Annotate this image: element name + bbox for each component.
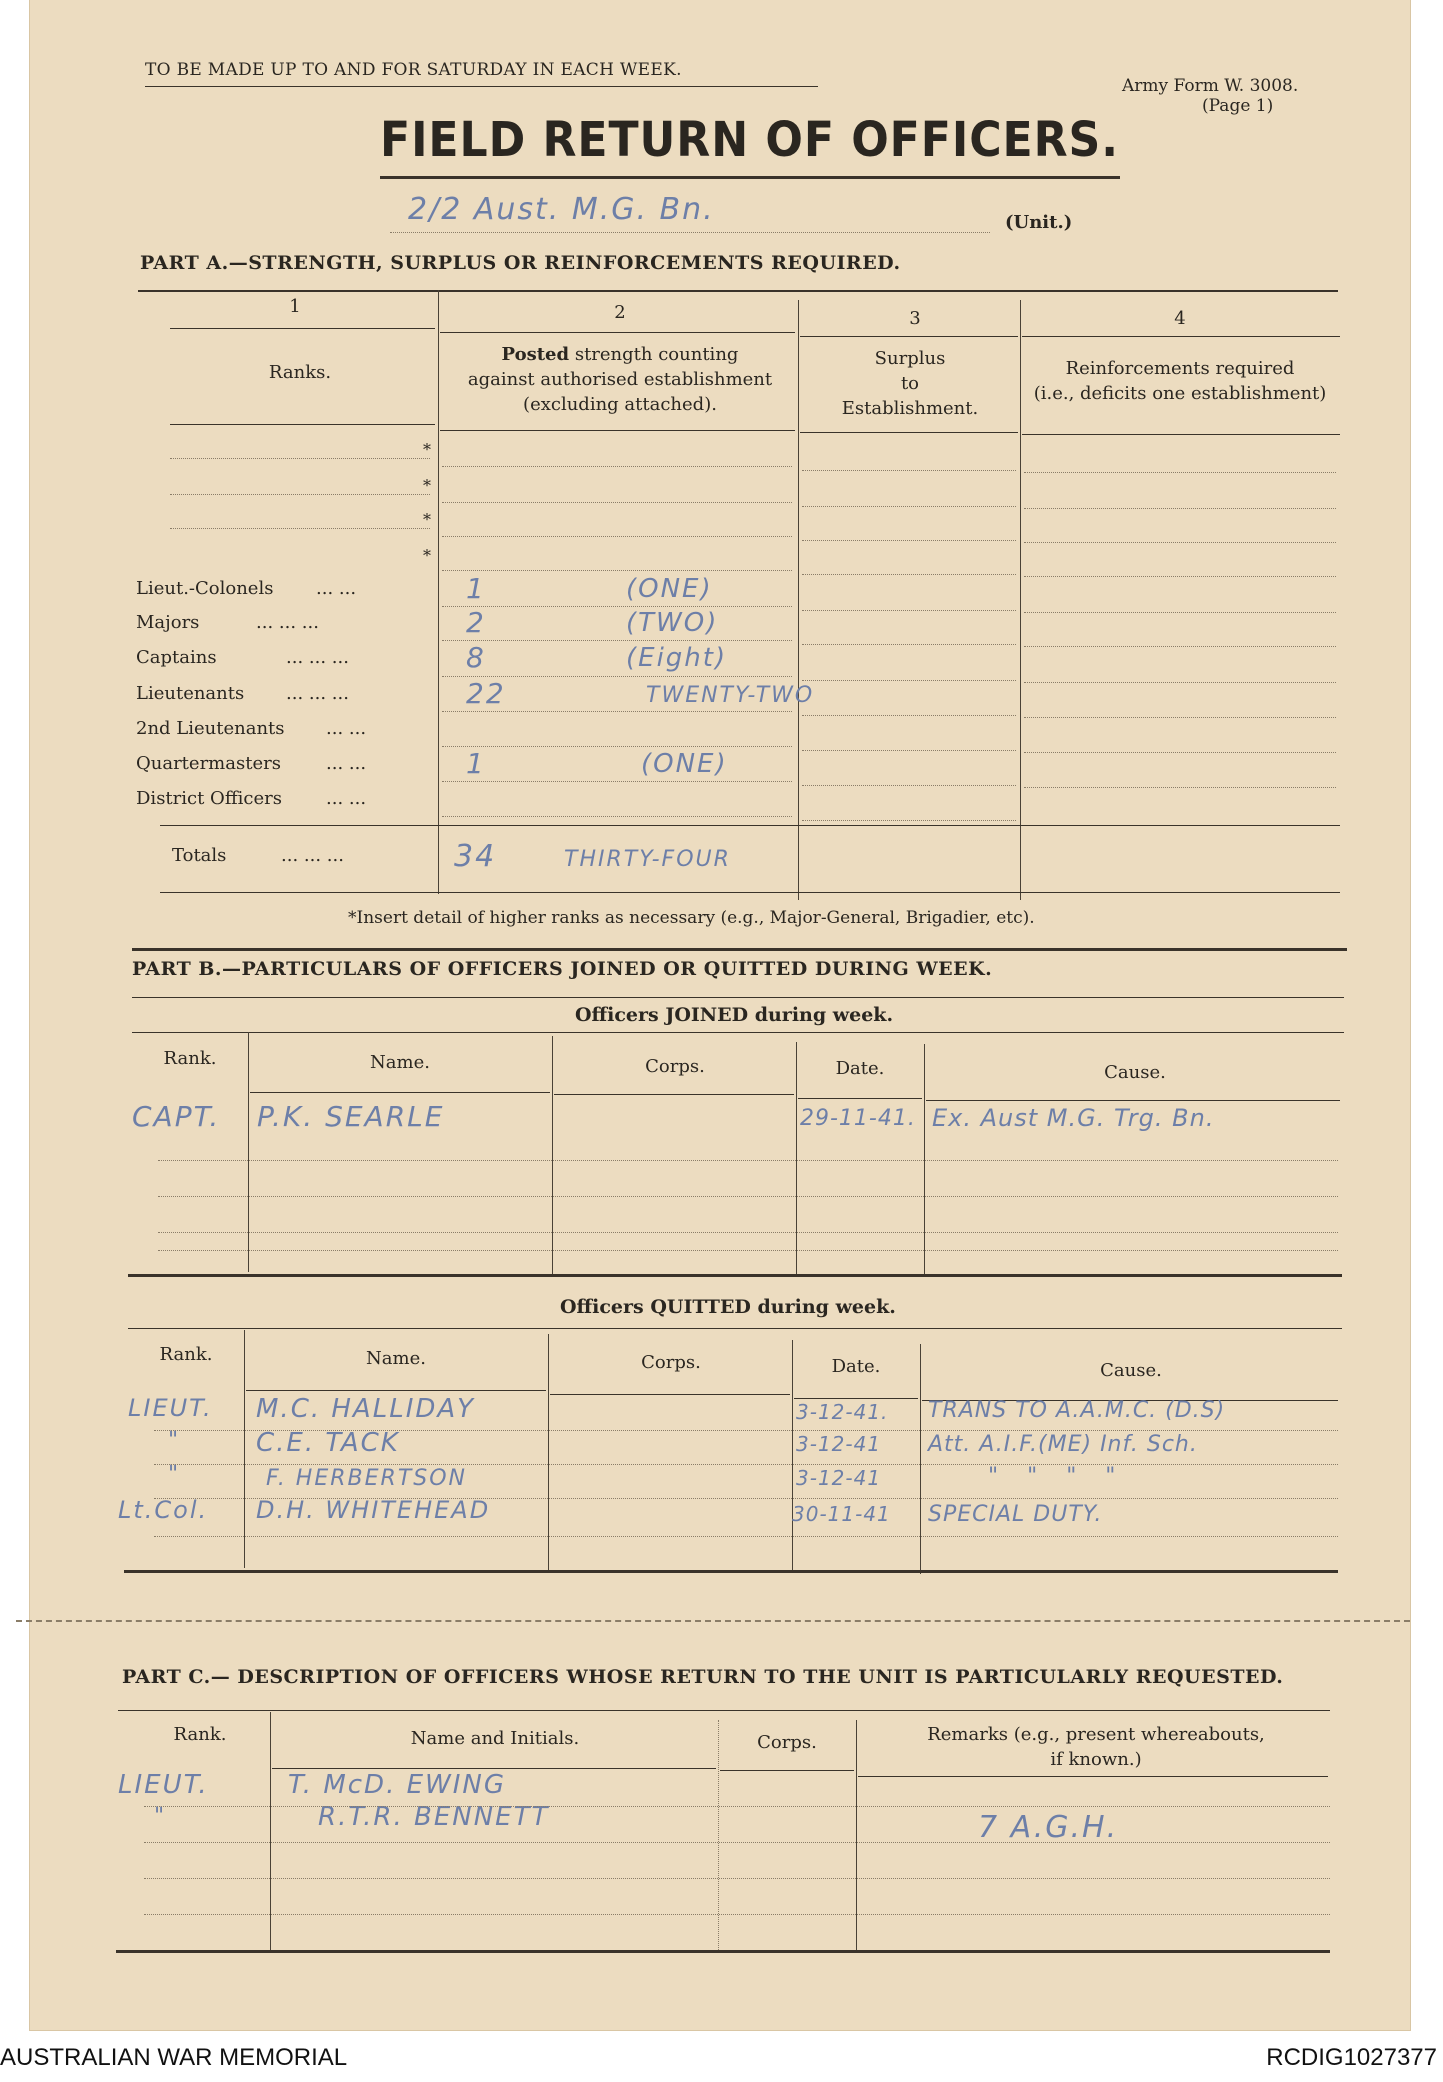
quitted-col-name: Name. xyxy=(366,1348,426,1369)
col-number-4: 4 xyxy=(1174,308,1186,329)
page-number: (Page 1) xyxy=(1202,96,1274,116)
row-line xyxy=(802,540,1016,541)
joined-col-corps: Corps. xyxy=(645,1056,705,1077)
rank-leader: ... ... xyxy=(326,788,367,809)
remarks-header-line2: if known.) xyxy=(1050,1749,1142,1770)
perforation-line xyxy=(16,1620,1410,1622)
row-line xyxy=(442,502,792,503)
quitted-row xyxy=(118,1496,1342,1530)
part-c-rank: LIEUT. xyxy=(118,1770,209,1800)
quitted-bottom-rule xyxy=(124,1570,1338,1573)
row-line xyxy=(442,816,792,817)
posted-header-line1 xyxy=(460,342,780,367)
row-line xyxy=(802,470,1016,471)
part-a-end-rule xyxy=(132,948,1347,951)
col-number-rule-3 xyxy=(800,336,1018,337)
part-c-col-remarks xyxy=(862,1722,1330,1772)
quitted-name: C.E. TACK xyxy=(256,1428,400,1458)
quitted-col-corps: Corps. xyxy=(641,1352,701,1373)
posted-words: TWENTY-TWO xyxy=(646,683,815,708)
part-a-footnote: *Insert detail of higher ranks as necessary (e.g., Major-General, Brigadier, etc). xyxy=(348,908,1035,928)
joined-name: P.K. SEARLE xyxy=(257,1100,445,1133)
posted-header-bold: Posted xyxy=(501,344,570,365)
quitted-cause: SPECIAL DUTY. xyxy=(928,1502,1103,1527)
part-c-row-line xyxy=(144,1914,1330,1915)
star-marker: * xyxy=(423,510,431,529)
row-line xyxy=(1024,612,1336,613)
part-c-rank: " xyxy=(154,1804,167,1829)
posted-words: (Eight) xyxy=(626,643,728,673)
posted-count: 8 xyxy=(466,641,486,674)
row-line xyxy=(442,536,792,537)
quitted-col-date: Date. xyxy=(831,1356,881,1377)
quitted-row-line xyxy=(154,1464,1338,1465)
posted-header-rest: strength counting xyxy=(574,344,739,365)
part-a-top-rule xyxy=(138,290,1338,292)
instruction-text: TO BE MADE UP TO AND FOR SATURDAY IN EACH WEEK. xyxy=(145,60,682,80)
star-marker: * xyxy=(423,440,431,459)
part-c-row xyxy=(118,1770,1330,1804)
joined-row-line xyxy=(158,1232,1338,1233)
unit-dotline xyxy=(390,232,990,233)
part-c-bottom-rule xyxy=(116,1950,1330,1953)
totals-words: THIRTY-FOUR xyxy=(564,847,731,872)
part-c-name: R.T.R. BENNETT xyxy=(318,1802,550,1832)
part-a-header-rule-2 xyxy=(440,430,795,431)
row-line xyxy=(442,570,792,571)
totals-leader: ... ... ... xyxy=(281,845,344,866)
joined-cause: Ex. Aust M.G. Trg. Bn. xyxy=(932,1104,1215,1132)
footer-left: AUSTRALIAN WAR MEMORIAL xyxy=(0,2044,348,2071)
totals-count: 34 xyxy=(454,839,497,874)
row-line xyxy=(1024,752,1336,753)
joined-row-line xyxy=(158,1160,1338,1161)
col-number-3: 3 xyxy=(909,308,921,329)
part-c-title: PART C.— DESCRIPTION OF OFFICERS WHOSE RETURN TO THE UNIT IS PARTICULARLY REQUESTED. xyxy=(122,1666,1284,1688)
row-line xyxy=(1024,646,1336,647)
surplus-header-line3: Establishment. xyxy=(841,398,979,419)
part-c-col-name: Name and Initials. xyxy=(410,1728,580,1749)
rank-label: District Officers xyxy=(136,788,282,809)
row-line xyxy=(442,781,792,782)
row-line xyxy=(1024,542,1336,543)
quitted-row xyxy=(128,1462,1342,1496)
unit-name: 2/2 Aust. M.G. Bn. xyxy=(408,192,715,227)
joined-row-line xyxy=(158,1196,1338,1197)
part-b-title: PART B.—PARTICULARS OF OFFICERS JOINED OR QUITTED DURING WEEK. xyxy=(132,958,993,980)
rank-label: Captains xyxy=(136,647,217,668)
quitted-cause: " " " " xyxy=(988,1464,1118,1489)
quitted-rank: " xyxy=(168,1462,181,1487)
quitted-title-rule xyxy=(128,1328,1342,1329)
posted-header-line2: against authorised establishment xyxy=(467,369,773,390)
row-line xyxy=(1024,717,1336,718)
rank-leader: ... ... xyxy=(326,718,367,739)
joined-col-divider xyxy=(924,1044,925,1274)
quitted-rank: LIEUT. xyxy=(128,1394,213,1422)
surplus-header-line1: Surplus xyxy=(874,348,946,369)
joined-row-line xyxy=(158,1250,1338,1251)
quitted-title: Officers QUITTED during week. xyxy=(560,1296,896,1318)
instruction-underline xyxy=(145,86,818,87)
posted-count: 22 xyxy=(466,677,506,710)
quitted-date: 3-12-41. xyxy=(796,1400,889,1424)
row-line xyxy=(442,640,792,641)
posted-words: (ONE) xyxy=(641,749,728,779)
part-c-header-rule xyxy=(272,1768,716,1769)
joined-col-cause: Cause. xyxy=(1104,1062,1166,1083)
row-line xyxy=(442,746,792,747)
row-line xyxy=(802,680,1016,681)
reinforcements-header xyxy=(1025,356,1335,406)
reinforcements-header-line1: Reinforcements required xyxy=(1065,358,1295,379)
quitted-header-rule xyxy=(246,1390,546,1391)
part-c-row-line xyxy=(144,1842,1330,1843)
quitted-row-line xyxy=(154,1430,1338,1431)
quitted-col-cause: Cause. xyxy=(1100,1360,1162,1381)
part-c-row-line xyxy=(144,1878,1330,1879)
rank-leader: ... ... xyxy=(316,578,357,599)
joined-bottom-rule xyxy=(128,1274,1342,1277)
rank-leader: ... ... ... xyxy=(286,647,349,668)
joined-col-rank: Rank. xyxy=(163,1048,217,1069)
joined-title-rule xyxy=(132,1032,1344,1033)
row-line xyxy=(802,715,1016,716)
joined-col-divider xyxy=(552,1036,553,1274)
col-number-rule-1 xyxy=(170,328,435,329)
posted-header-line3: (excluding attached). xyxy=(523,394,717,415)
remarks-header-line1: Remarks (e.g., present whereabouts, xyxy=(927,1724,1265,1745)
form-number: Army Form W. 3008. xyxy=(1122,76,1299,96)
part-a-title: PART A.—STRENGTH, SURPLUS OR REINFORCEMENTS REQUIRED. xyxy=(140,252,901,274)
part-c-name: T. McD. EWING xyxy=(288,1770,507,1800)
joined-header-rule xyxy=(250,1092,550,1093)
quitted-name: M.C. HALLIDAY xyxy=(256,1394,476,1424)
quitted-cause: Att. A.I.F.(ME) Inf. Sch. xyxy=(928,1432,1198,1457)
posted-words: (TWO) xyxy=(626,608,719,638)
joined-col-divider xyxy=(796,1042,797,1274)
rank-label: Lieutenants xyxy=(136,683,245,704)
row-line xyxy=(802,506,1016,507)
quitted-date: 30-11-41 xyxy=(792,1502,891,1526)
unit-label: (Unit.) xyxy=(1005,212,1073,233)
quitted-row xyxy=(128,1394,1342,1428)
form-title: FIELD RETURN OF OFFICERS. xyxy=(380,112,1119,168)
part-a-header-rule-1 xyxy=(170,424,435,425)
row-line xyxy=(442,676,792,677)
col-number-2: 2 xyxy=(614,302,626,323)
totals-rule xyxy=(160,825,1340,826)
quitted-date: 3-12-41 xyxy=(796,1432,882,1456)
part-a-header-rule-4 xyxy=(1022,434,1340,435)
posted-words: (ONE) xyxy=(626,574,713,604)
row-line xyxy=(442,466,792,467)
part-c-row-line xyxy=(144,1806,1330,1807)
part-c-top-rule xyxy=(118,1710,1330,1711)
row-line xyxy=(802,644,1016,645)
footer-right: RCDIG1027377 xyxy=(1266,2044,1437,2071)
rank-label: Lieut.-Colonels xyxy=(136,578,274,599)
joined-row xyxy=(132,1100,1342,1140)
quitted-date: 3-12-41 xyxy=(796,1466,882,1490)
row-line xyxy=(802,610,1016,611)
row-line xyxy=(802,574,1016,575)
surplus-header-line2: to xyxy=(900,373,920,394)
part-c-col-corps: Corps. xyxy=(757,1732,817,1753)
rank-label: Majors xyxy=(136,612,200,633)
joined-date: 29-11-41. xyxy=(800,1106,916,1131)
posted-header xyxy=(460,342,780,417)
blank-rank-line xyxy=(170,494,430,495)
surplus-header xyxy=(810,346,1010,421)
joined-col-divider xyxy=(248,1032,249,1272)
joined-rank: CAPT. xyxy=(132,1100,221,1133)
part-a-bottom-rule xyxy=(160,892,1340,893)
blank-rank-line xyxy=(170,528,430,529)
reinforcements-header-line2: (i.e., deficits one establishment) xyxy=(1033,383,1327,404)
row-line xyxy=(802,750,1016,751)
rank-leader: ... ... ... xyxy=(256,612,319,633)
totals-label: Totals xyxy=(172,845,227,866)
row-line xyxy=(802,820,1016,821)
ranks-header: Ranks. xyxy=(268,362,332,383)
star-marker: * xyxy=(423,476,431,495)
quitted-row-line xyxy=(154,1498,1338,1499)
posted-count: 2 xyxy=(466,606,486,639)
rank-leader: ... ... xyxy=(326,753,367,774)
col-number-1: 1 xyxy=(289,296,301,317)
part-a-header-rule-3 xyxy=(800,432,1018,433)
posted-count: 1 xyxy=(466,572,486,605)
part-c-remarks: 7 A.G.H. xyxy=(978,1810,1119,1845)
rank-leader: ... ... ... xyxy=(286,683,349,704)
row-line xyxy=(1024,472,1336,473)
row-line xyxy=(802,785,1016,786)
title-underline xyxy=(380,176,1120,179)
quitted-name: D.H. WHITEHEAD xyxy=(256,1496,491,1524)
quitted-row xyxy=(128,1428,1342,1462)
row-line xyxy=(1024,508,1336,509)
quitted-name: F. HERBERTSON xyxy=(266,1466,467,1491)
quitted-rank: Lt.Col. xyxy=(118,1496,209,1524)
part-c-col-rank: Rank. xyxy=(173,1724,227,1745)
form-sheet xyxy=(30,0,1410,2030)
posted-count: 1 xyxy=(466,747,486,780)
row-line xyxy=(1024,787,1336,788)
joined-header-rule xyxy=(798,1098,922,1099)
joined-col-name: Name. xyxy=(370,1052,430,1073)
star-marker: * xyxy=(423,546,431,565)
joined-title: Officers JOINED during week. xyxy=(575,1004,894,1026)
row-line xyxy=(442,711,792,712)
rank-label: 2nd Lieutenants xyxy=(136,718,285,739)
quitted-col-rank: Rank. xyxy=(159,1344,213,1365)
row-line xyxy=(442,606,792,607)
quitted-cause: TRANS TO A.A.M.C. (D.S) xyxy=(928,1398,1226,1423)
blank-rank-line xyxy=(170,458,430,459)
part-b-title-rule xyxy=(132,997,1344,998)
totals-row xyxy=(136,839,1336,885)
col-number-rule-2 xyxy=(440,332,795,333)
joined-col-date: Date. xyxy=(835,1058,885,1079)
row-line xyxy=(1024,682,1336,683)
quitted-rank: " xyxy=(168,1428,181,1453)
quitted-row-line xyxy=(154,1536,1338,1537)
rank-label: Quartermasters xyxy=(136,753,281,774)
joined-header-rule xyxy=(554,1094,794,1095)
col-number-rule-4 xyxy=(1022,336,1340,337)
row-line xyxy=(1024,576,1336,577)
